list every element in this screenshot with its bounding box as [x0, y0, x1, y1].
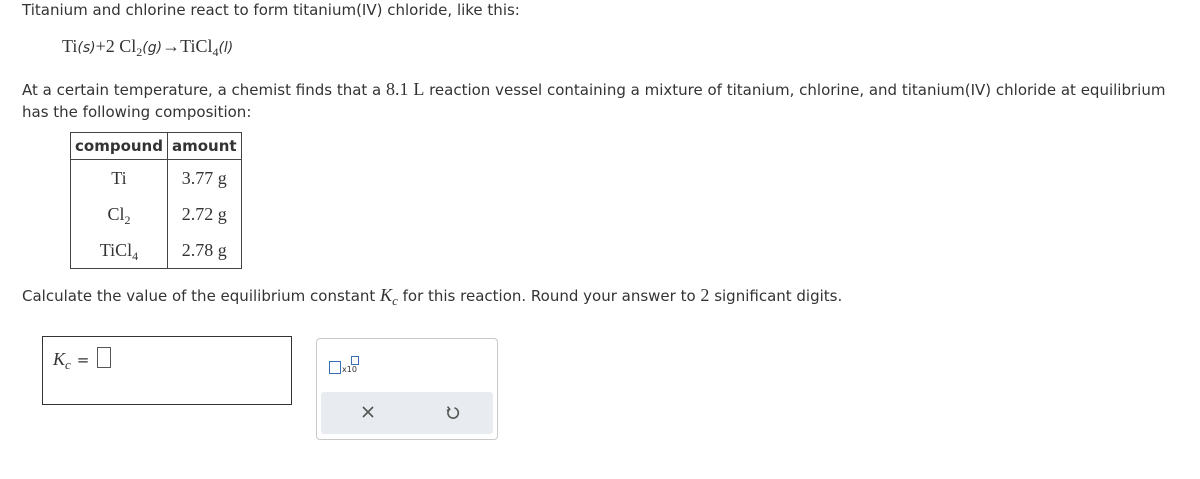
- compound-name: TiCl: [99, 239, 133, 260]
- undo-button[interactable]: [423, 392, 483, 434]
- amount-cell: 2.78 g: [167, 232, 241, 269]
- question-text: [22, 284, 842, 307]
- compound-cell: [71, 232, 168, 269]
- math-tool-panel: [316, 338, 498, 440]
- reactant-ti: Ti: [62, 36, 78, 56]
- table-row: [71, 160, 242, 197]
- paragraph-text: reaction vessel containing a mixture of titanium, chlorine, and titanium(IV) chloride at equilibrium has the following composition:: [22, 81, 1166, 121]
- k-subscript: c: [392, 293, 398, 308]
- product-ticl4: TiCl: [180, 36, 213, 56]
- header-compound: compound: [71, 133, 168, 160]
- header-amount: amount: [167, 133, 241, 160]
- question-part: Calculate the value of the equilibrium constant: [22, 287, 381, 305]
- undo-icon: [445, 405, 461, 421]
- amount-cell: 3.77 g: [167, 160, 241, 197]
- base-box-icon: [329, 361, 341, 374]
- state-label: (g): [142, 40, 163, 56]
- k-letter: K: [380, 285, 393, 305]
- chemical-equation: [62, 34, 233, 60]
- k-letter: K: [53, 349, 66, 369]
- table-row: [71, 196, 242, 232]
- composition-table: [70, 132, 242, 269]
- question-part: significant digits.: [709, 287, 843, 305]
- answer-input[interactable]: [97, 347, 111, 368]
- question-part: for this reaction. Round your answer to: [397, 287, 701, 305]
- intro-text: Titanium and chlorine react to form titanium(IV) chloride, like this:: [22, 1, 520, 19]
- subscript: 4: [132, 248, 139, 263]
- state-label: (s): [77, 40, 96, 56]
- amount-cell: 2.72 g: [167, 196, 241, 232]
- state-label: (l): [218, 40, 234, 56]
- clear-button[interactable]: [339, 392, 399, 434]
- compound-cell: [71, 196, 168, 232]
- volume-unit: L: [413, 79, 425, 99]
- digits-value: 2: [700, 285, 710, 305]
- table-header-row: [71, 133, 242, 160]
- x10-label: x10: [342, 365, 357, 374]
- volume-value: 8.1: [386, 79, 409, 99]
- problem-paragraph: [22, 78, 1182, 123]
- kc-symbol: [53, 349, 71, 372]
- subscript: 4: [212, 45, 219, 59]
- paragraph-text: At a certain temperature, a chemist finds that a: [22, 81, 387, 99]
- reaction-arrow: →: [162, 36, 181, 56]
- plus-sign: +: [95, 36, 106, 56]
- answer-label: [53, 347, 111, 370]
- coefficient: 2: [105, 36, 115, 56]
- subscript: 2: [136, 45, 143, 59]
- reactant-cl2: Cl: [119, 36, 137, 56]
- compound-cell: [71, 160, 168, 197]
- k-subscript: c: [65, 357, 71, 372]
- exponent-box-icon: [351, 356, 359, 365]
- subscript: 2: [124, 212, 131, 227]
- compound-name: Cl: [107, 203, 125, 224]
- answer-box[interactable]: [42, 336, 292, 405]
- scientific-notation-button[interactable]: [329, 351, 361, 377]
- tool-bar: [321, 392, 493, 434]
- table-row: [71, 232, 242, 269]
- equals-sign: =: [76, 351, 90, 369]
- compound-name: Ti: [111, 167, 127, 188]
- x-icon: [361, 405, 375, 419]
- kc-symbol: [380, 285, 398, 308]
